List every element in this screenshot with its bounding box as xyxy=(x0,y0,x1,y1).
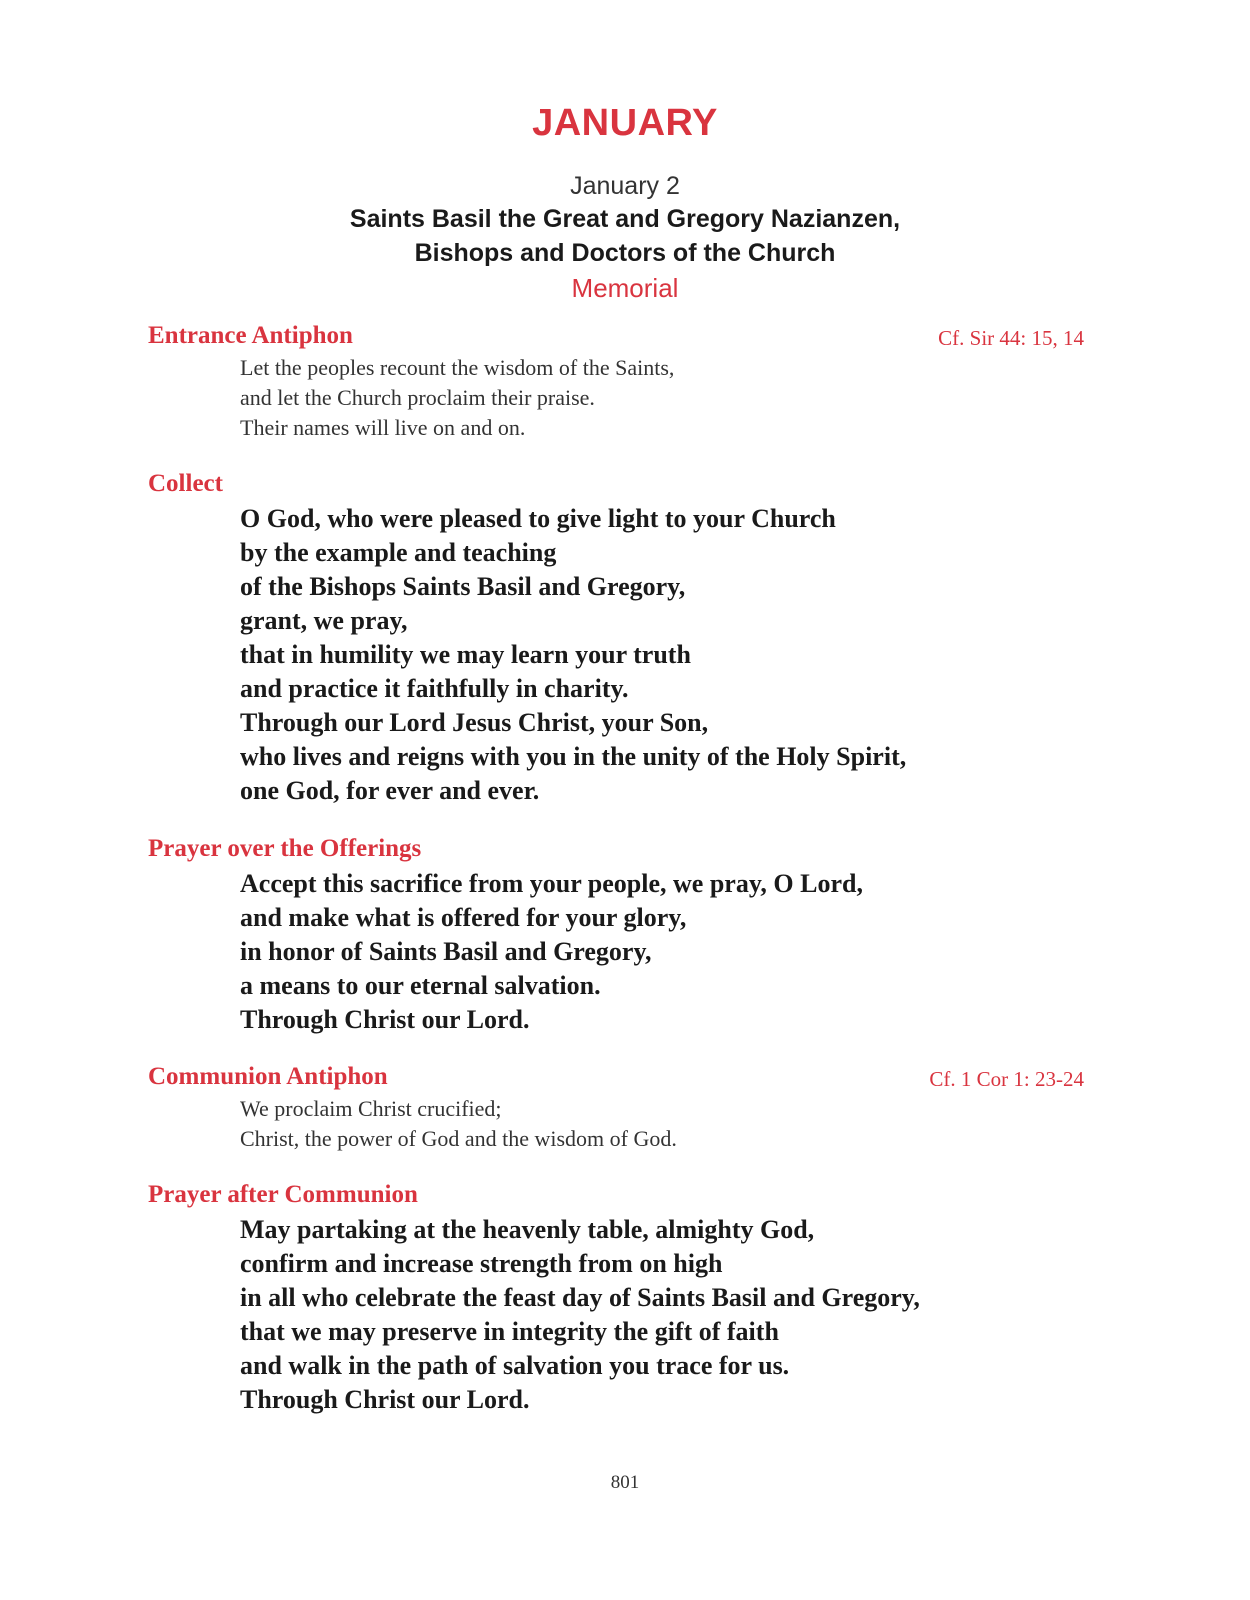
text-line: We proclaim Christ crucified; xyxy=(240,1096,502,1121)
text-line: and walk in the path of salvation you trace for us. xyxy=(240,1351,790,1380)
communion-antiphon-text xyxy=(240,1094,677,1154)
text-line: in all who celebrate the feast day of Saints Basil and Gregory, xyxy=(240,1283,920,1312)
offerings-heading: Prayer over the Offerings xyxy=(148,835,422,862)
text-line: one God, for ever and ever. xyxy=(240,776,540,805)
entrance-antiphon-heading: Entrance Antiphon xyxy=(148,322,353,349)
after-communion-heading: Prayer after Communion xyxy=(148,1181,418,1208)
collect-text xyxy=(240,502,906,808)
after-communion-text xyxy=(240,1213,920,1417)
text-line: Christ, the power of God and the wisdom of God. xyxy=(240,1126,677,1151)
text-line: Through our Lord Jesus Christ, your Son, xyxy=(240,708,709,737)
text-line: in honor of Saints Basil and Gregory, xyxy=(240,937,652,966)
offerings-text xyxy=(240,867,863,1037)
text-line: who lives and reigns with you in the unity of the Holy Spirit, xyxy=(240,742,907,771)
text-line: a means to our eternal salvation. xyxy=(240,971,601,1000)
page-number: 801 xyxy=(610,1472,640,1493)
celebration-title-line-1: Saints Basil the Great and Gregory Nazianzen, xyxy=(349,205,901,233)
communion-antiphon-heading: Communion Antiphon xyxy=(148,1063,388,1090)
celebration-title-line-2: Bishops and Doctors of the Church xyxy=(414,239,836,267)
text-line: that in humility we may learn your truth xyxy=(240,640,691,669)
celebration-date: January 2 xyxy=(570,172,680,200)
entrance-antiphon-text xyxy=(240,353,674,443)
text-line: of the Bishops Saints Basil and Gregory, xyxy=(240,572,686,601)
text-line: Let the peoples recount the wisdom of the Saints, xyxy=(240,355,675,380)
text-line: and practice it faithfully in charity. xyxy=(240,674,629,703)
entrance-antiphon-reference: Cf. Sir 44: 15, 14 xyxy=(938,326,1084,350)
communion-antiphon-reference: Cf. 1 Cor 1: 23-24 xyxy=(929,1067,1084,1091)
text-line: confirm and increase strength from on high xyxy=(240,1249,723,1278)
collect-heading: Collect xyxy=(148,470,223,497)
text-line: by the example and teaching xyxy=(240,538,557,567)
text-line: that we may preserve in integrity the gift of faith xyxy=(240,1317,779,1346)
text-line: Accept this sacrifice from your people, we pray, O Lord, xyxy=(240,869,863,898)
celebration-rank: Memorial xyxy=(571,273,679,303)
month-heading: JANUARY xyxy=(532,102,718,144)
text-line: grant, we pray, xyxy=(240,606,408,635)
text-line: Through Christ our Lord. xyxy=(240,1005,530,1034)
text-line: May partaking at the heavenly table, almighty God, xyxy=(240,1215,815,1244)
text-line: Through Christ our Lord. xyxy=(240,1385,530,1414)
text-line: Their names will live on and on. xyxy=(240,415,526,440)
text-line: and let the Church proclaim their praise. xyxy=(240,385,595,410)
text-line: and make what is offered for your glory, xyxy=(240,903,687,932)
text-line: O God, who were pleased to give light to your Church xyxy=(240,504,836,533)
